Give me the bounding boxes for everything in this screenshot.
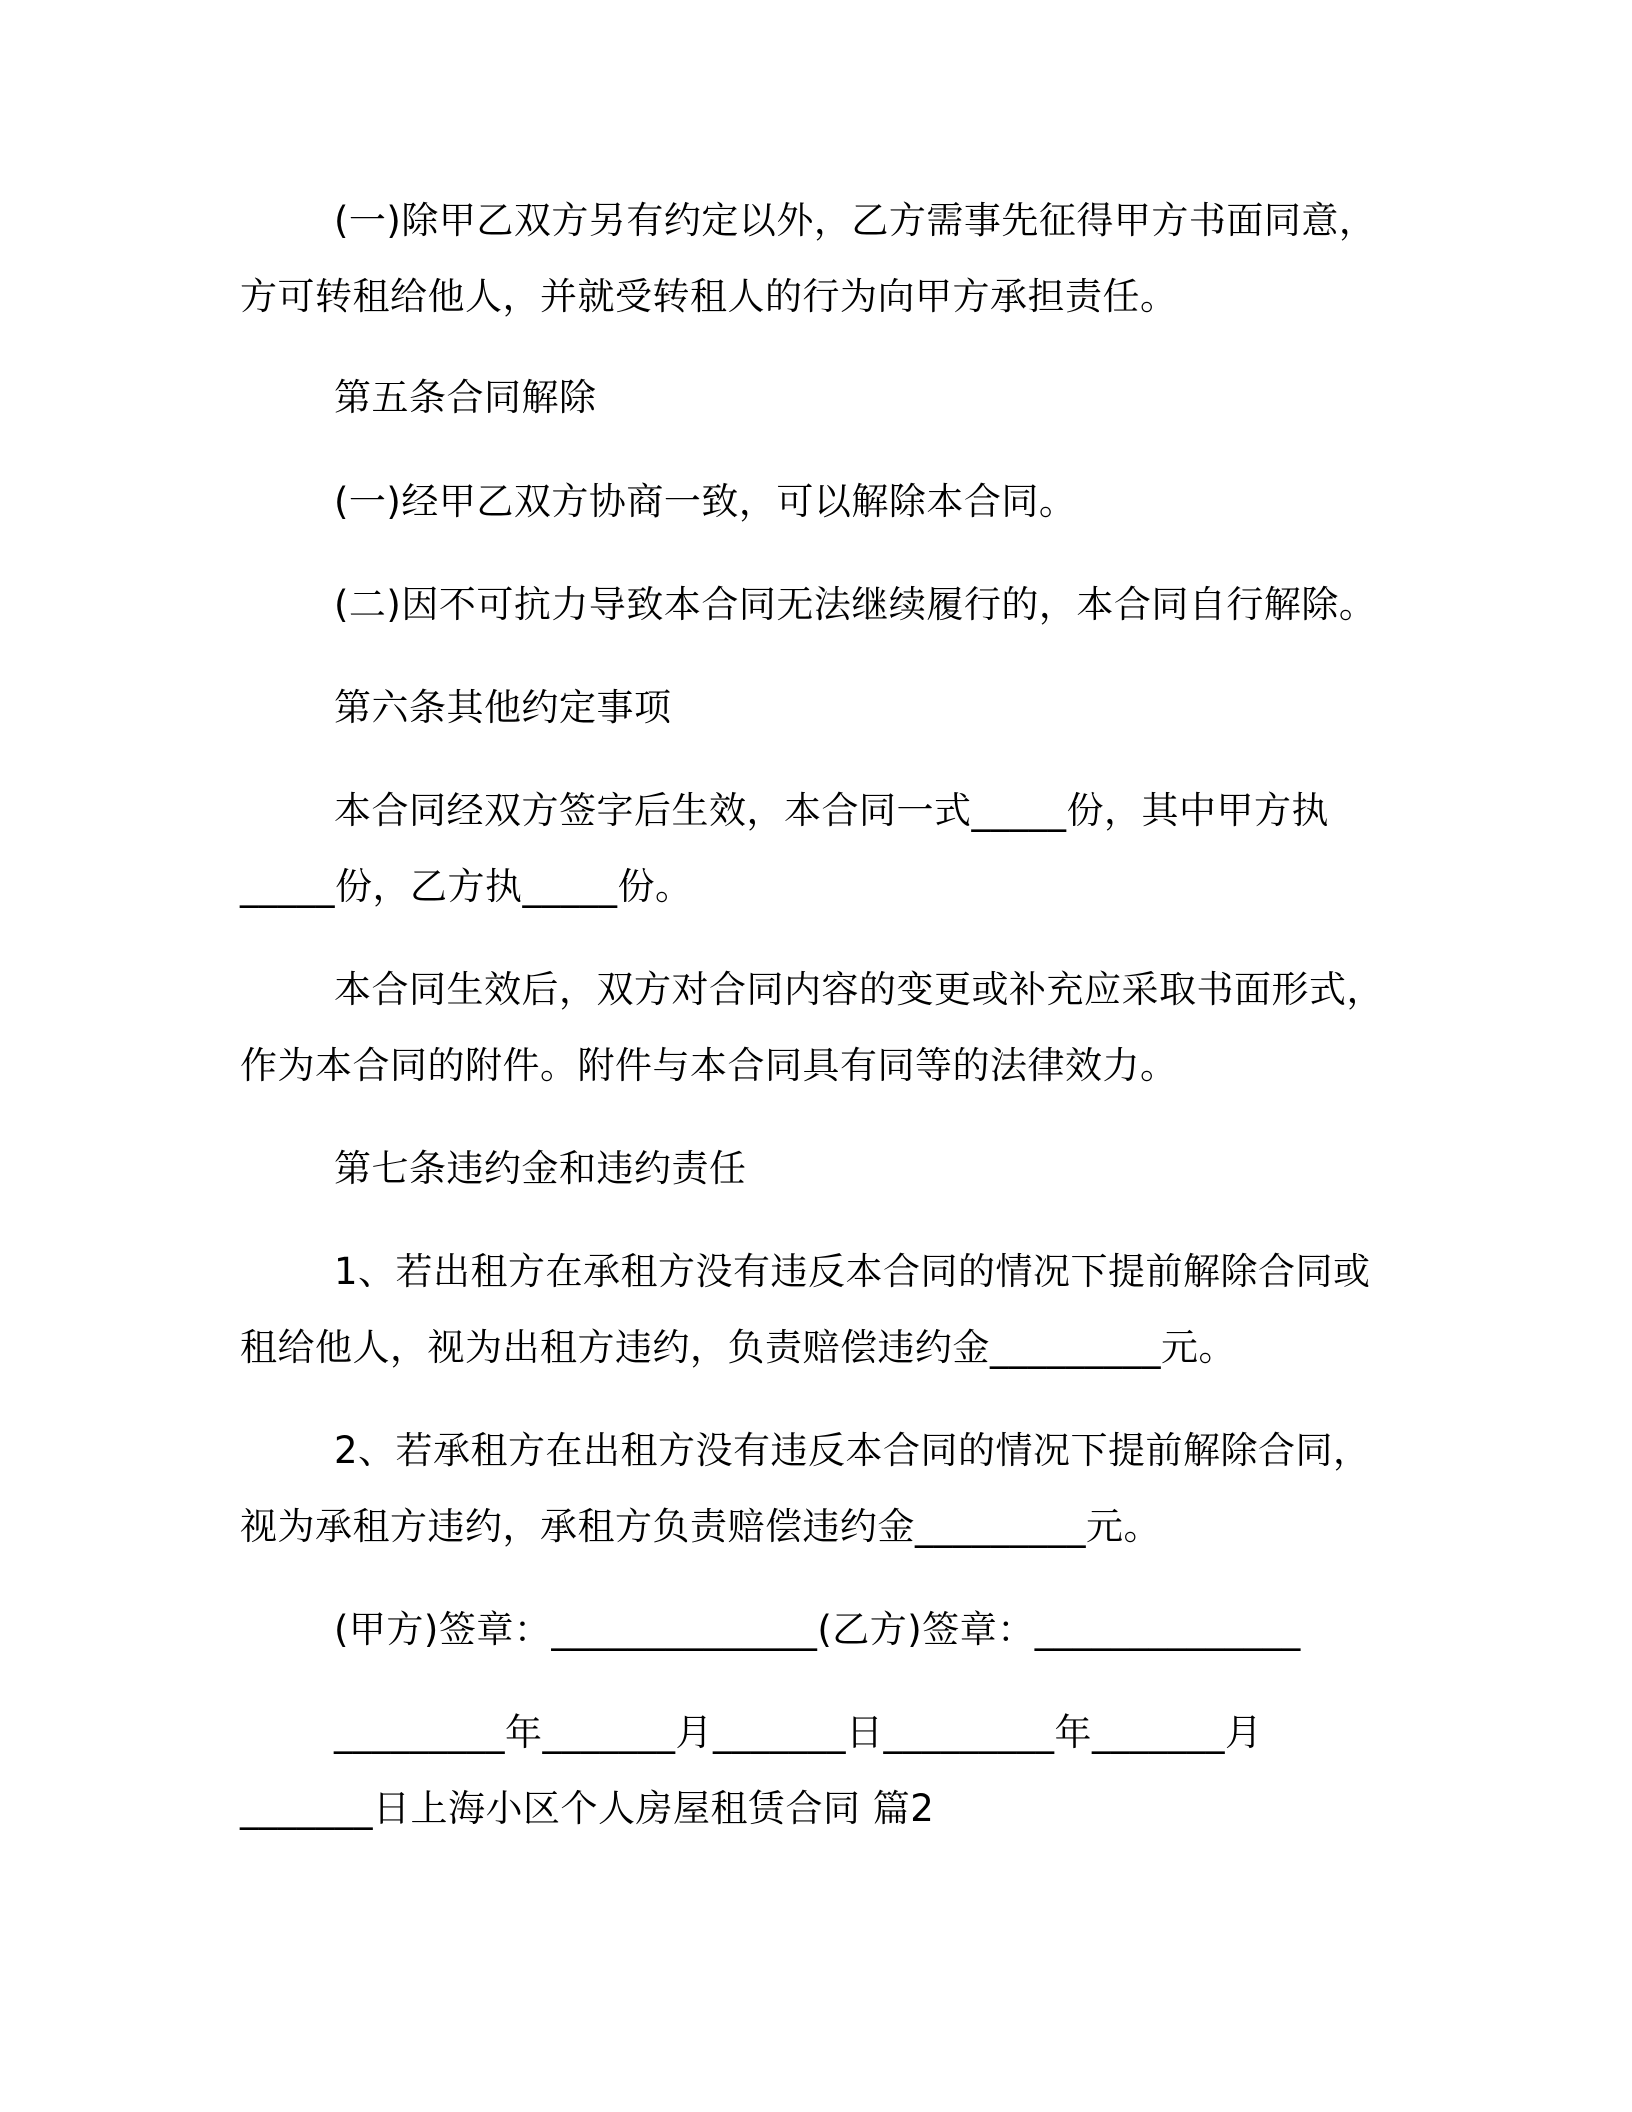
article-7-item-1-line-1: 1、若出租方在承租方没有违反本合同的情况下提前解除合同或 — [334, 1250, 1371, 1293]
clause-4-item-1-line-2: 方可转租给他人，并就受转租人的行为向甲方承担责任。 — [240, 275, 1178, 318]
article-7-heading: 第七条违约金和违约责任 — [334, 1147, 747, 1190]
article-6-heading: 第六条其他约定事项 — [334, 686, 672, 729]
clause-4-item-1-line-1: (一)除甲乙双方另有约定以外，乙方需事先征得甲方书面同意， — [334, 199, 1377, 242]
article-7-item-2-line-2: 视为承租方违约，承租方负责赔偿违约金_________元。 — [240, 1505, 1161, 1548]
signature-line: (甲方)签章：______________(乙方)签章：______________ — [334, 1608, 1301, 1651]
article-5-heading: 第五条合同解除 — [334, 376, 597, 419]
date-line-1: _________年_______月_______日_________年_______月 — [334, 1711, 1263, 1754]
article-5-item-1: (一)经甲乙双方协商一致，可以解除本合同。 — [334, 480, 1077, 523]
article-6-para-1-line-2: _____份，乙方执_____份。 — [240, 865, 693, 908]
article-5-item-2: (二)因不可抗力导致本合同无法继续履行的，本合同自行解除。 — [334, 583, 1377, 626]
article-6-para-2-line-2: 作为本合同的附件。附件与本合同具有同等的法律效力。 — [240, 1044, 1178, 1087]
article-6-para-2-line-1: 本合同生效后，双方对合同内容的变更或补充应采取书面形式， — [334, 968, 1384, 1011]
date-line-2: _______日上海小区个人房屋租赁合同 篇2 — [240, 1787, 935, 1830]
article-7-item-1-line-2: 租给他人，视为出租方违约，负责赔偿违约金_________元。 — [240, 1326, 1236, 1369]
article-6-para-1-line-1: 本合同经双方签字后生效，本合同一式_____份，其中甲方执 — [334, 789, 1329, 832]
article-7-item-2-line-1: 2、若承租方在出租方没有违反本合同的情况下提前解除合同， — [334, 1429, 1371, 1472]
